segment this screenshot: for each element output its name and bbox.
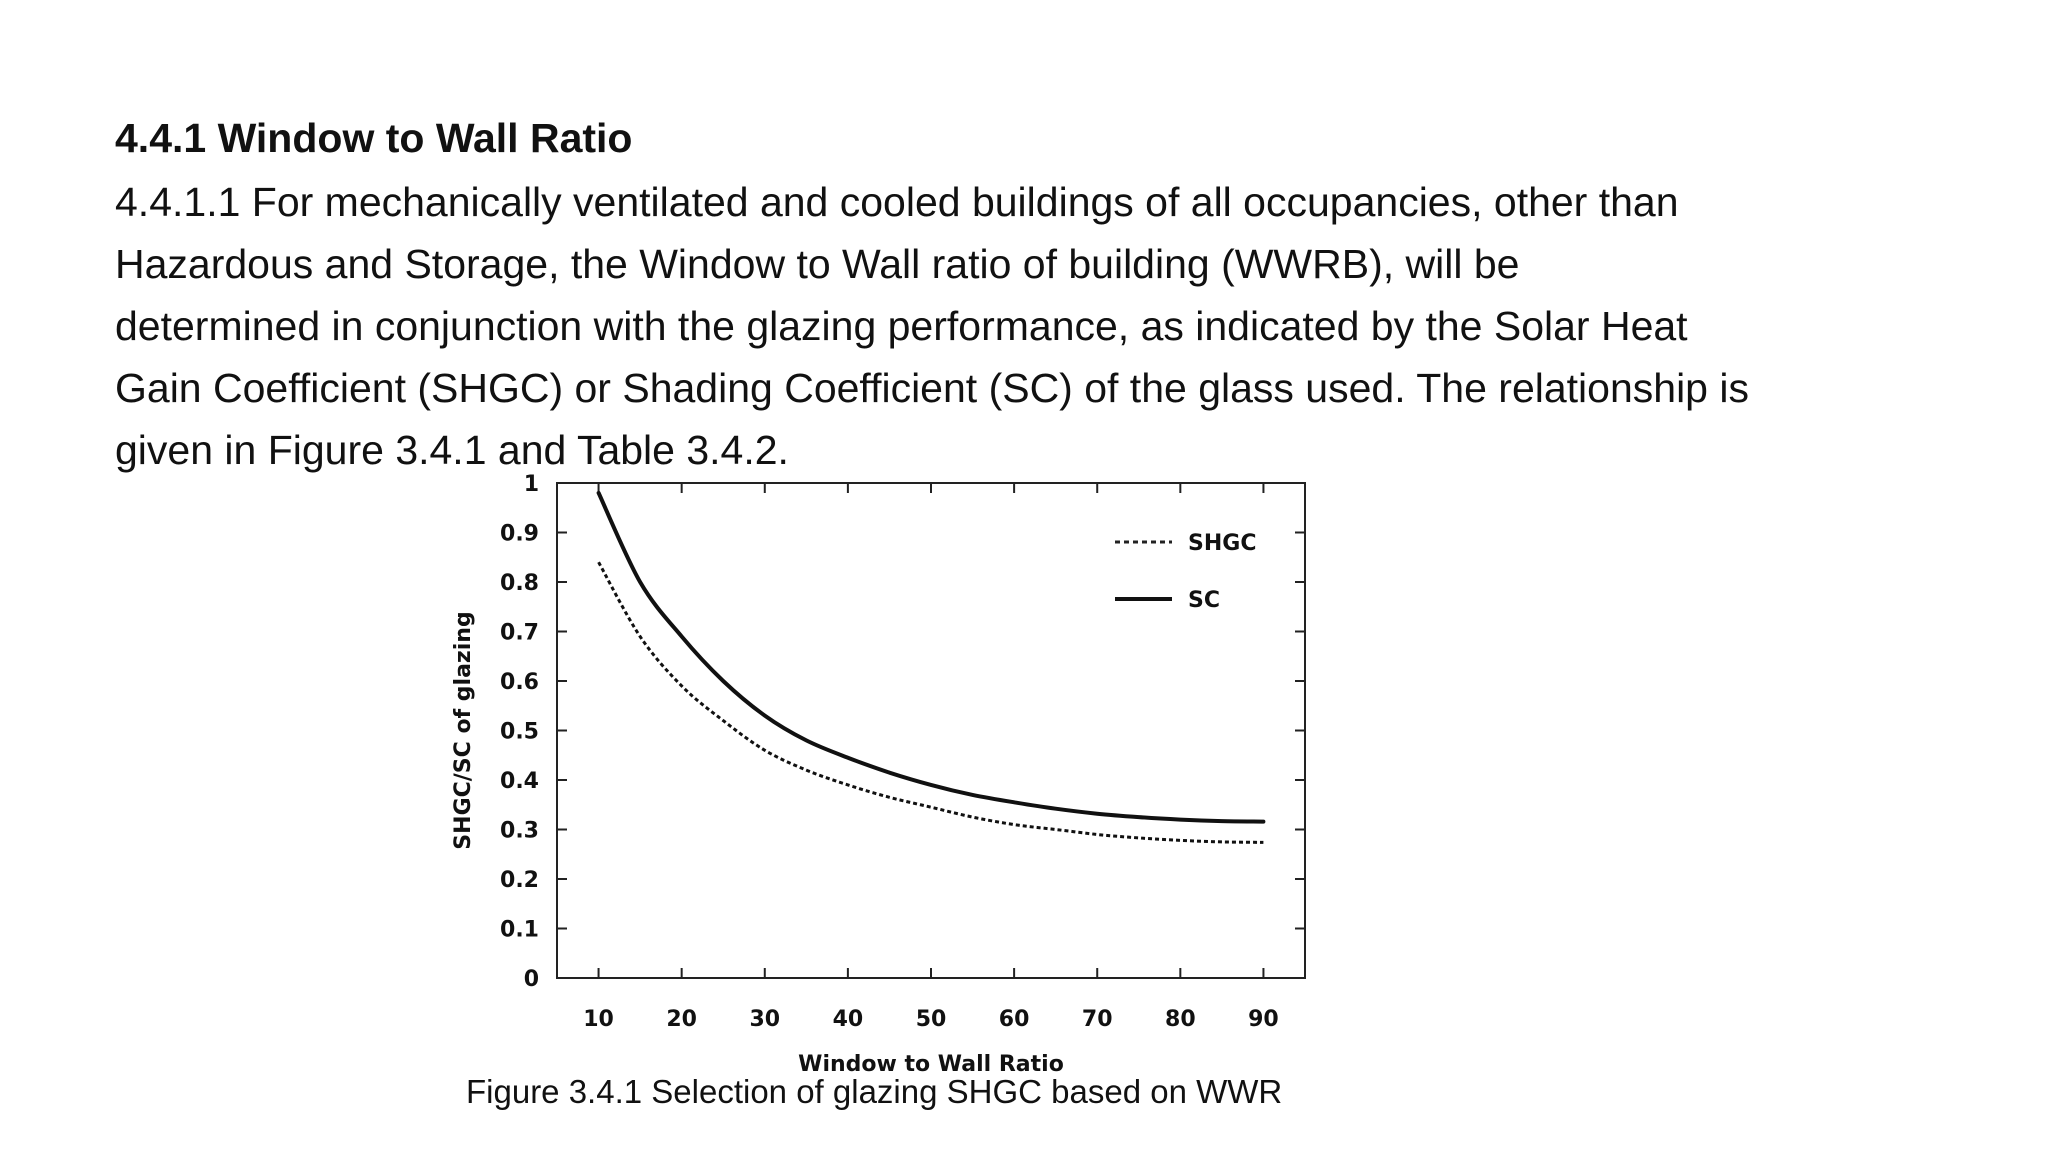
- y-tick-label: 0.7: [500, 620, 539, 646]
- section-paragraph: [115, 171, 1995, 481]
- paragraph-line: Gain Coefficient (SHGC) or Shading Coefficient (SC) of the glass used. The relationship is: [115, 365, 1749, 411]
- y-tick-label: 0.9: [500, 521, 539, 547]
- legend-label-sc: SC: [1188, 588, 1220, 613]
- figure-caption: Figure 3.4.1 Selection of glazing SHGC based on WWR: [466, 1073, 1283, 1110]
- y-tick-label: 0.6: [500, 670, 539, 695]
- legend-label-shgc: SHGC: [1188, 531, 1257, 556]
- y-tick-label: 0.3: [500, 818, 539, 844]
- series-layer: [599, 493, 1264, 843]
- plot-frame: [557, 483, 1305, 978]
- y-tick-label: 1: [523, 472, 539, 497]
- y-tick-label: 0.2: [500, 868, 539, 893]
- x-tick-label: 20: [666, 1007, 697, 1032]
- x-tick-label: 40: [832, 1007, 864, 1032]
- y-tick-label: 0: [523, 967, 539, 992]
- x-axis-title: Window to Wall Ratio: [798, 1052, 1064, 1077]
- x-tick-label: 10: [583, 1007, 614, 1032]
- x-tick-label: 90: [1248, 1007, 1279, 1032]
- wwr-chart: [440, 468, 1340, 1088]
- y-axis-title: SHGC/SC of glazing: [451, 611, 476, 850]
- paragraph-line: determined in conjunction with the glazing performance, as indicated by the Solar Heat: [115, 303, 1688, 349]
- x-tick-label: 80: [1165, 1007, 1196, 1032]
- series-line-shgc: [599, 562, 1264, 842]
- legend: [1115, 531, 1256, 613]
- paragraph-line: Hazardous and Storage, the Window to Wall ratio of building (WWRB), will be: [115, 241, 1520, 287]
- y-tick-label: 0.1: [500, 917, 539, 943]
- y-tick-label: 0.4: [500, 769, 539, 794]
- x-tick-label: 60: [998, 1007, 1030, 1032]
- y-tick-label: 0.8: [500, 571, 539, 596]
- x-tick-label: 50: [915, 1007, 947, 1032]
- x-axis-ticks: [583, 483, 1279, 1032]
- paragraph-line: 4.4.1.1 For mechanically ventilated and cooled buildings of all occupancies, other than: [115, 179, 1679, 225]
- chart-canvas: [440, 468, 1340, 1088]
- x-tick-label: 30: [749, 1007, 781, 1032]
- y-axis-ticks: [500, 472, 1305, 992]
- x-tick-label: 70: [1081, 1007, 1113, 1032]
- y-tick-label: 0.5: [500, 719, 539, 745]
- paragraph-line: given in Figure 3.4.1 and Table 3.4.2.: [115, 427, 789, 473]
- section-heading: 4.4.1 Window to Wall Ratio: [115, 115, 633, 161]
